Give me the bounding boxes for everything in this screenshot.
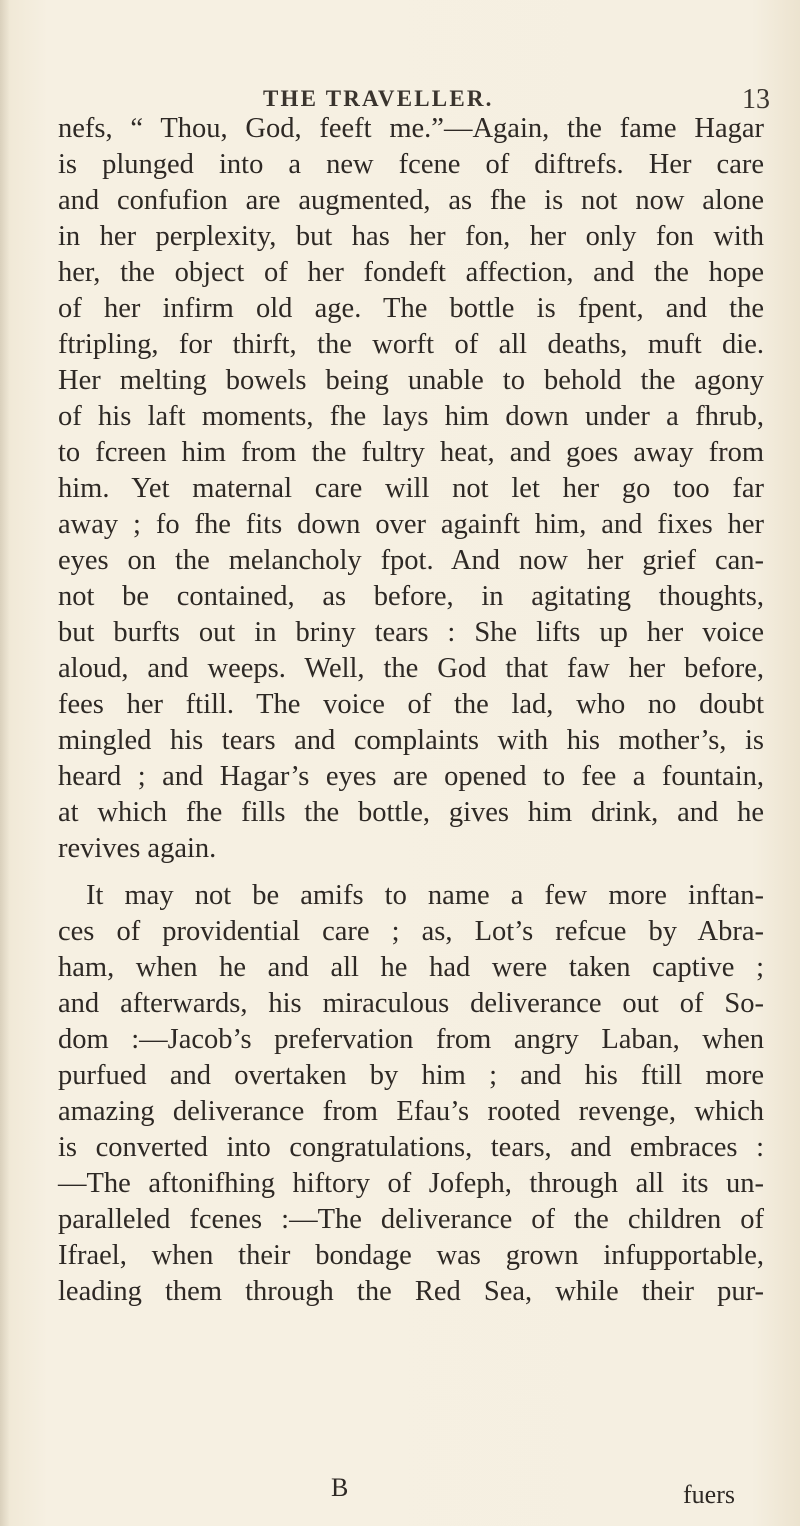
text-line-25: and afterwards, his miraculous deliverance out of So-	[58, 988, 764, 1019]
text-line-29: is converted into congratulations, tears, and embraces :	[58, 1132, 764, 1163]
text-line-15: but burfts out in briny tears : She lifts up her voice	[58, 617, 764, 648]
text-line-8: Her melting bowels being unable to behold the agony	[58, 365, 764, 396]
text-line-12: away ; fo fhe fits down over againft him, and fixes her	[58, 509, 764, 540]
text-line-4: in her perplexity, but has her fon, her only fon with	[58, 221, 764, 252]
page-number: 13	[742, 84, 770, 115]
text-line-6: of her infirm old age. The bottle is fpent, and the	[58, 293, 764, 324]
text-line-30: —The aftonifhing hiftory of Jofeph, through all its un-	[58, 1168, 764, 1199]
text-line-32: Ifrael, when their bondage was grown infupportable,	[58, 1240, 764, 1271]
text-line-21: revives again.	[58, 833, 217, 864]
text-line-13: eyes on the melancholy fpot. And now her grief can-	[58, 545, 764, 576]
text-line-22: It may not be amifs to name a few more inftan-	[86, 880, 764, 911]
text-line-26: dom :—Jacob’s prefervation from angry Laban, when	[58, 1024, 764, 1055]
text-line-31: paralleled fcenes :—The deliverance of the children of	[58, 1204, 764, 1235]
text-line-17: fees her ftill. The voice of the lad, who no doubt	[58, 689, 764, 720]
text-line-5: her, the object of her fondeft affection, and the hope	[58, 257, 764, 288]
text-line-3: and confufion are augmented, as fhe is not now alone	[58, 185, 764, 216]
text-line-10: to fcreen him from the fultry heat, and goes away from	[58, 437, 764, 468]
text-line-33: leading them through the Red Sea, while their pur-	[58, 1276, 764, 1307]
text-line-27: purfued and overtaken by him ; and his ftill more	[58, 1060, 764, 1091]
text-line-28: amazing deliverance from Efau’s rooted revenge, which	[58, 1096, 764, 1127]
text-line-19: heard ; and Hagar’s eyes are opened to fee a fountain,	[58, 761, 764, 792]
text-line-16: aloud, and weeps. Well, the God that faw her before,	[58, 653, 764, 684]
text-line-9: of his laft moments, fhe lays him down under a fhrub,	[58, 401, 764, 432]
running-head: THE TRAVELLER.	[263, 86, 494, 111]
page-gutter-shadow	[0, 0, 10, 1526]
text-line-23: ces of providential care ; as, Lot’s refcue by Abra-	[58, 916, 764, 947]
signature-mark: B	[331, 1473, 349, 1502]
catchword: fuers	[683, 1480, 735, 1509]
text-line-1: nefs, “ Thou, God, feeft me.”—Again, the fame Hagar	[58, 113, 764, 144]
text-line-14: not be contained, as before, in agitating thoughts,	[58, 581, 764, 612]
text-line-20: at which fhe fills the bottle, gives him drink, and he	[58, 797, 764, 828]
text-line-11: him. Yet maternal care will not let her go too far	[58, 473, 764, 504]
text-line-7: ftripling, for thirft, the worft of all deaths, muft die.	[58, 329, 764, 360]
text-line-2: is plunged into a new fcene of diftrefs. Her care	[58, 149, 764, 180]
text-line-24: ham, when he and all he had were taken captive ;	[58, 952, 764, 983]
text-line-18: mingled his tears and complaints with his mother’s, is	[58, 725, 764, 756]
